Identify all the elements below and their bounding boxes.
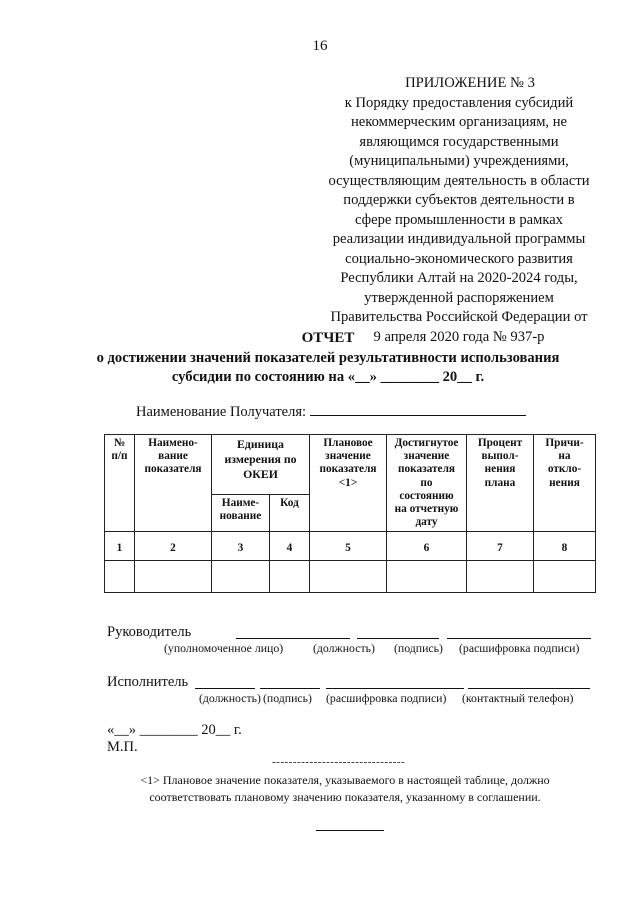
footnote-line1: <1> Плановое значение показателя, указываемого в настоящей таблице, должно (140, 773, 550, 787)
recipient-row (136, 402, 526, 421)
table-cell[interactable] (310, 561, 387, 593)
footnote-separator: -------------------------------- (272, 756, 406, 768)
end-divider (316, 830, 384, 831)
executor-phone-line[interactable] (468, 688, 590, 689)
column-number: 7 (467, 532, 534, 561)
report-title: ОТЧЕТ (301, 330, 355, 346)
appendix-line: поддержки субъектов деятельности в (343, 192, 575, 208)
caption-decoding: (расшифровка подписи) (459, 641, 580, 655)
caption-executor-decoding: (расшифровка подписи) (326, 691, 447, 705)
executor-signature-line[interactable] (260, 688, 320, 689)
table-row (105, 561, 596, 593)
column-number: 2 (135, 532, 212, 561)
appendix-line: к Порядку предоставления субсидий (344, 94, 574, 111)
header-number: № п/п (105, 435, 135, 532)
appendix-line: являющимся государственными (359, 133, 559, 150)
column-number: 1 (105, 532, 135, 561)
appendix-line: социально-экономического развития (345, 250, 573, 267)
recipient-label: Наименование Получателя: (136, 404, 307, 420)
header-unit-code: Код (270, 494, 310, 532)
footnote (110, 772, 580, 806)
page-number: 16 (312, 38, 328, 54)
head-position-line[interactable] (357, 638, 439, 639)
caption-executor-position: (должность) (199, 691, 261, 705)
column-number: 8 (534, 532, 596, 561)
caption-position: (должность) (313, 641, 375, 655)
appendix-line: сфере промышленности в рамках (355, 211, 563, 228)
stamp-place: М.П. (107, 739, 138, 755)
column-number-row (105, 532, 596, 561)
header-deviation-reason: Причи- на откло- нения (534, 435, 596, 532)
report-subtitle-line1: о достижении значений показателей результативности использования (96, 350, 560, 366)
column-number: 6 (387, 532, 467, 561)
caption-authorized: (уполномоченное лицо) (164, 641, 284, 655)
header-planned-value: Плановое значение показателя <1> (310, 435, 387, 532)
table-cell[interactable] (105, 561, 135, 593)
header-plan-percent: Процент выпол- нения плана (467, 435, 534, 532)
executor-label: Исполнитель (107, 674, 189, 690)
appendix-line: 9 апреля 2020 года № 937-р (373, 328, 545, 345)
report-subtitle (0, 349, 640, 387)
appendix-line: (муниципальными) учреждениями, (349, 153, 569, 169)
date-line: «__» ________ 20__ г. (107, 722, 242, 738)
executor-decoding-line[interactable] (326, 688, 464, 689)
table-cell[interactable] (270, 561, 310, 593)
appendix-line: утвержденной распоряжением (364, 289, 554, 306)
header-unit-name: Наиме- нование (212, 494, 270, 532)
table-cell[interactable] (135, 561, 212, 593)
recipient-field[interactable] (310, 402, 526, 416)
appendix-line: реализации индивидуальной программы (332, 231, 586, 247)
appendix-line: Республики Алтай на 2020-2024 годы, (340, 270, 578, 286)
head-decoding-line[interactable] (447, 638, 591, 639)
table-cell[interactable] (467, 561, 534, 593)
header-indicator-name: Наимено- вание показателя (135, 435, 212, 532)
caption-executor-signature: (подпись) (263, 691, 312, 705)
table-cell[interactable] (387, 561, 467, 593)
column-number: 5 (310, 532, 387, 561)
appendix-header (318, 74, 600, 347)
table-cell[interactable] (534, 561, 596, 593)
column-number: 3 (212, 532, 270, 561)
head-label: Руководитель (107, 624, 192, 640)
executor-position-line[interactable] (195, 688, 255, 689)
caption-signature: (подпись) (394, 641, 443, 655)
indicator-table (104, 434, 596, 593)
head-authorized-line[interactable] (236, 638, 350, 639)
header-unit-okei: Единица измерения по ОКЕИ (212, 435, 310, 495)
header-achieved-value: Достигнутое значение показателя по состоянию на отчетную дату (387, 435, 467, 532)
appendix-line: некоммерческим организациям, не (350, 114, 568, 130)
table-cell[interactable] (212, 561, 270, 593)
caption-executor-phone: (контактный телефон) (462, 691, 574, 705)
appendix-title: ПРИЛОЖЕНИЕ № 3 (405, 75, 535, 91)
column-number: 4 (270, 532, 310, 561)
appendix-line: Правительства Российской Федерации от (330, 309, 588, 325)
footnote-line2: соответствовать плановому значению показателя, указанному в соглашении. (149, 790, 541, 804)
appendix-line: осуществляющим деятельность в области (328, 172, 590, 189)
report-subtitle-line2: субсидии по состоянию на «__» ________ 20__ г. (171, 369, 485, 385)
